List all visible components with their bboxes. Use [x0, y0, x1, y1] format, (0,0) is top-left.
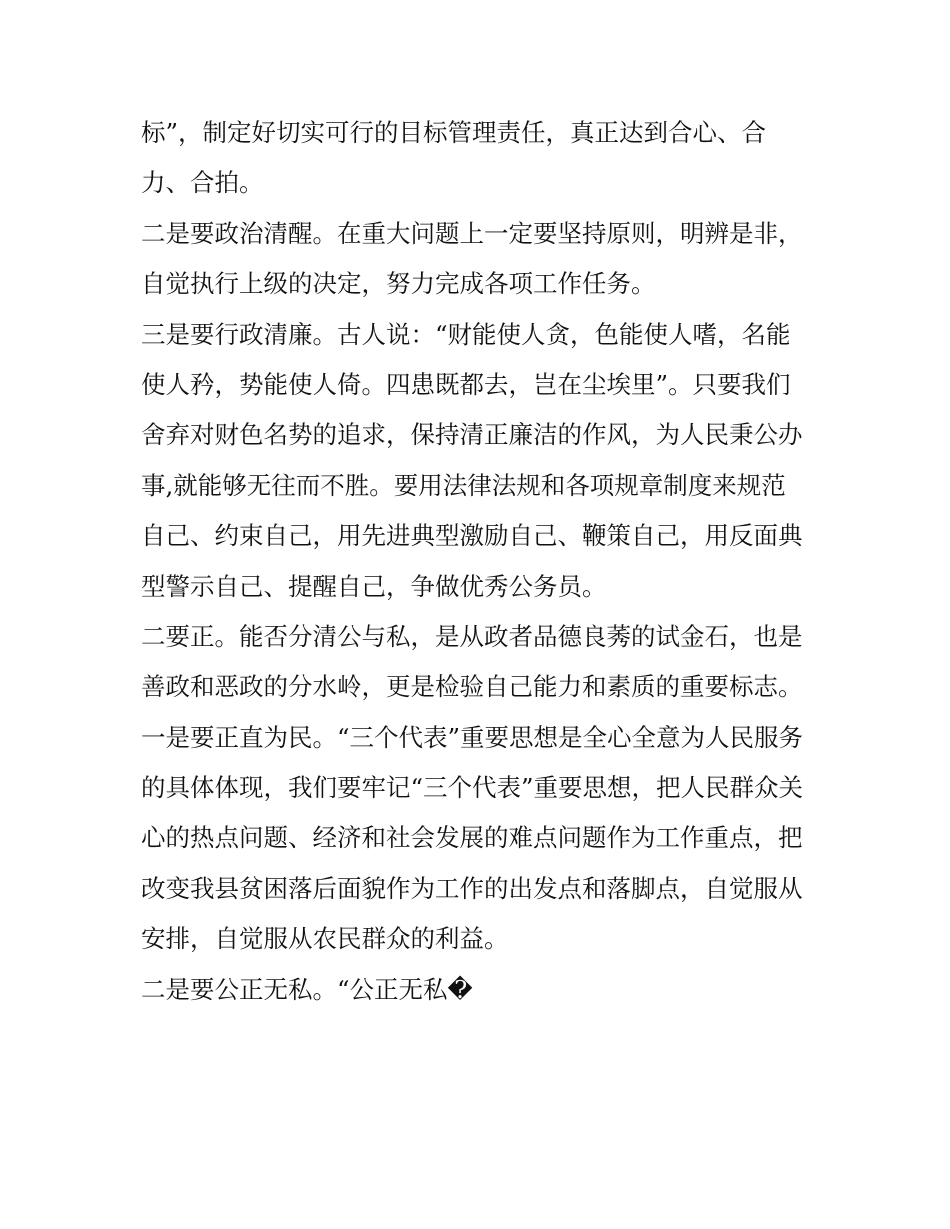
text-line: 改变我县贫困落后面貌作为工作的出发点和落脚点，自觉服从: [141, 873, 803, 903]
text-line: 力、合拍。: [141, 168, 264, 198]
text-line: 的具体体现，我们要牢记“三个代表”重要思想，把人民群众关: [141, 773, 804, 803]
text-line: 一是要正直为民。“三个代表”重要思想是全心全意为人民服务: [141, 722, 804, 752]
text-line: 三是要行政清廉。古人说：“财能使人贪，色能使人嗜，名能: [141, 319, 791, 349]
text-line: 善政和恶政的分水岭，更是检验自己能力和素质的重要标志。: [141, 672, 803, 702]
text-line: 二要正。能否分清公与私，是从政者品德良莠的试金石，也是: [141, 621, 803, 651]
text-line: 二是要政治清醒。在重大问题上一定要坚持原则，明辨是非，: [141, 218, 803, 248]
text-line: 心的热点问题、经济和社会发展的难点问题作为工作重点，把: [141, 823, 803, 853]
text-line: 标”，制定好切实可行的目标管理责任，真正达到合心、合: [141, 118, 767, 147]
text-line: 使人矜，势能使人倚。四患既都去，岂在尘埃里”。只要我们: [141, 369, 791, 399]
text-line: 事,就能够无往而不胜。要用法律法规和各项规章制度来规范: [141, 470, 786, 500]
text-line: 舍弃对财色名势的追求，保持清正廉洁的作风，为人民秉公办: [141, 420, 803, 450]
text-line: 型警示自己、提醒自己，争做优秀公务员。: [141, 571, 607, 601]
document-body: [141, 108, 821, 1015]
text-line: 自觉执行上级的决定，努力完成各项工作任务。: [141, 269, 656, 299]
text-line: 安排，自觉服从农民群众的利益。: [141, 924, 509, 954]
text-line: 自己、约束自己，用先进典型激励自己、鞭策自己，用反面典: [141, 521, 803, 551]
text-line: 二是要公正无私。“公正无私�: [141, 974, 473, 1004]
